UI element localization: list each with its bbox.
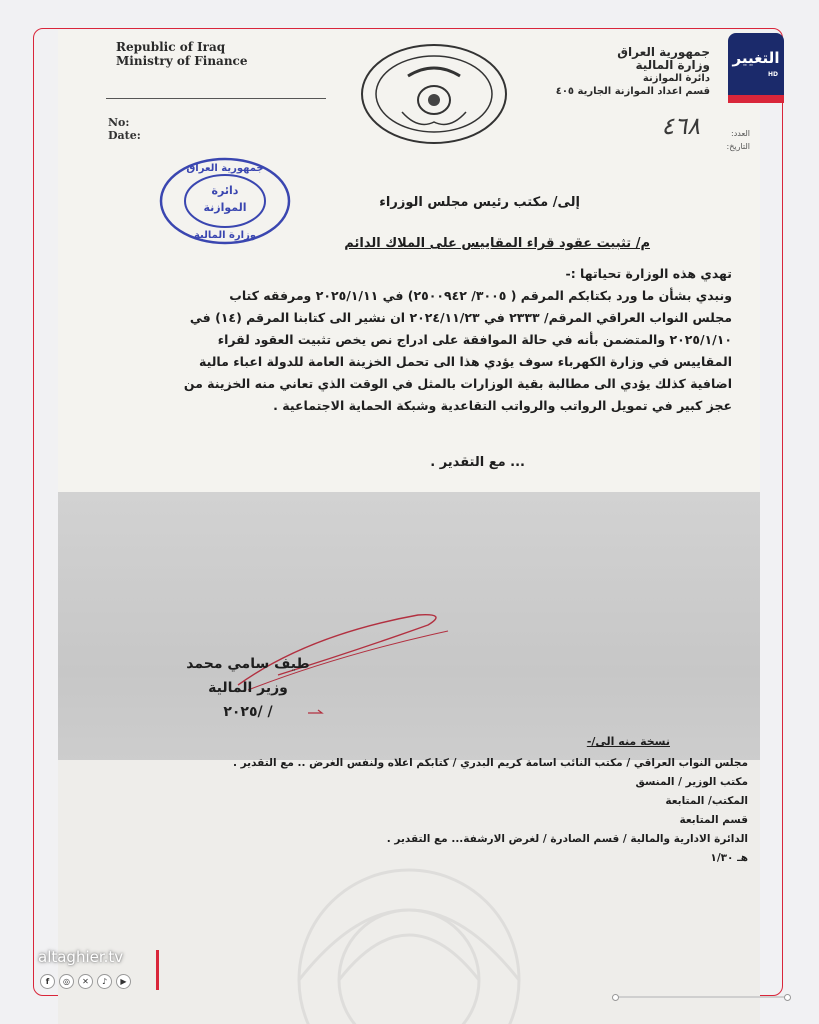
copy-item: قسم المتابعة [679,814,748,826]
channel-logo [728,33,784,95]
ar-date-label: التاريخ: [726,142,750,151]
letterhead-arabic [556,46,710,98]
stamp-line3: الموازنة [203,201,247,214]
logo-hd: HD [767,71,778,78]
no-date-labels [108,116,141,142]
stamp-line4: وزارة المالية [193,230,257,241]
copies-title: نسخة منه الى/- [586,735,670,748]
signature-block [158,652,338,724]
body-line: مجلس النواب العراقي المرقم/ ٢٣٣٣ في ٢٠٢٤/١١/٢٣ ان نشير الى كتابنا المرقم (١٤) في [189,310,732,325]
no-label: No: [108,116,130,129]
document-number: ٤٦٨ [661,112,700,140]
signatory-name: طيف سامي محمد [186,656,310,672]
document-page [58,30,760,1024]
letterhead-ar-section: قسم اعداد الموازنة الجارية ٤٠٥ [555,86,710,97]
subject: م/ تثبيت عقود قراء المقاييس على الملاك الدائم [344,236,650,251]
body-line: اضافية كذلك يؤدي الى مطالبة بقية الوزارات بالمثل في الوقت الذي تعاني منه الخزينة من [183,376,732,391]
copy-item: هـ ١/٣٠ [710,852,748,864]
site-watermark: altaghier.tv [38,948,124,966]
site-accent-bar [156,950,159,990]
date-label: Date: [108,129,141,142]
copy-item: المكتب/ المتابعة [665,795,748,807]
youtube-icon: ▶ [116,974,131,989]
body-line: المقاييس في وزارة الكهرباء سوف يؤدي هذا الى تحمل الخزينة العامة للدولة اعباء مالية [199,354,732,369]
letterhead-ar-country: جمهورية العراق [617,45,710,59]
letterhead-ar-ministry: وزارة المالية [635,58,710,72]
body-line: ٢٠٢٥/١/١٠ والمتضمن بأنه في حالة الموافقة على ادراج نص يخص تثبيت العقود لقراء [217,332,732,347]
body-line: عجز كبير في تمويل الرواتب والرواتب التقاعدية وشبكة الحماية الاجتماعية . [273,398,732,413]
letterhead-english [116,40,247,68]
letterhead-en-ministry: Ministry of Finance [116,54,248,68]
logo-text: التغيير [732,49,780,67]
facebook-icon: f [40,974,55,989]
letter-body [92,263,732,417]
carousel-indicator [612,996,790,998]
letterhead-line [106,98,326,99]
letterhead-ar-dept: دائرة الموازنة [642,73,710,84]
addressee: إلى/ مكتب رئيس مجلس الوزراء [379,195,580,210]
logo-accent [728,95,784,103]
body-line: ونبدي بشأن ما ورد بكتابكم المرقم ( ٣٠٠٥/ ٢٥٠٠٩٤٢) في ٢٠٢٥/١/١١ ومرفقه كتاب [229,288,732,303]
ar-no-label: العدد: [731,129,750,138]
department-stamp [158,156,293,246]
stamp-line1: جمهورية العراق [186,163,264,174]
copies-list [233,754,748,868]
indicator-dot [612,994,619,1001]
ministry-seal-icon [358,42,510,146]
copy-item: مكتب الوزير / المنسق [635,776,748,788]
indicator-dot [784,994,791,1001]
x-icon: ✕ [78,974,93,989]
greeting: تهدي هذه الوزارة تحياتها :- [565,266,732,281]
signature-date: / /٢٠٢٥ [223,704,273,720]
closing: ... مع التقدير . [430,455,525,470]
copy-item: مجلس النواب العراقي / مكتب النائب اسامة كريم البدري / كتابكم اعلاه ولنفس الغرض .. مع التقدير . [232,757,748,769]
copy-item: الدائرة الادارية والمالية / قسم الصادرة / لغرض الارشفة... مع التقدير . [386,833,748,845]
letterhead-en-country: Republic of Iraq [116,40,226,54]
stamp-line2: دائرة [211,184,239,197]
signatory-title: وزير المالية [208,680,288,696]
instagram-icon: ◎ [59,974,74,989]
social-icons [40,974,131,989]
tiktok-icon: ♪ [97,974,112,989]
ar-meta-labels [727,127,750,153]
